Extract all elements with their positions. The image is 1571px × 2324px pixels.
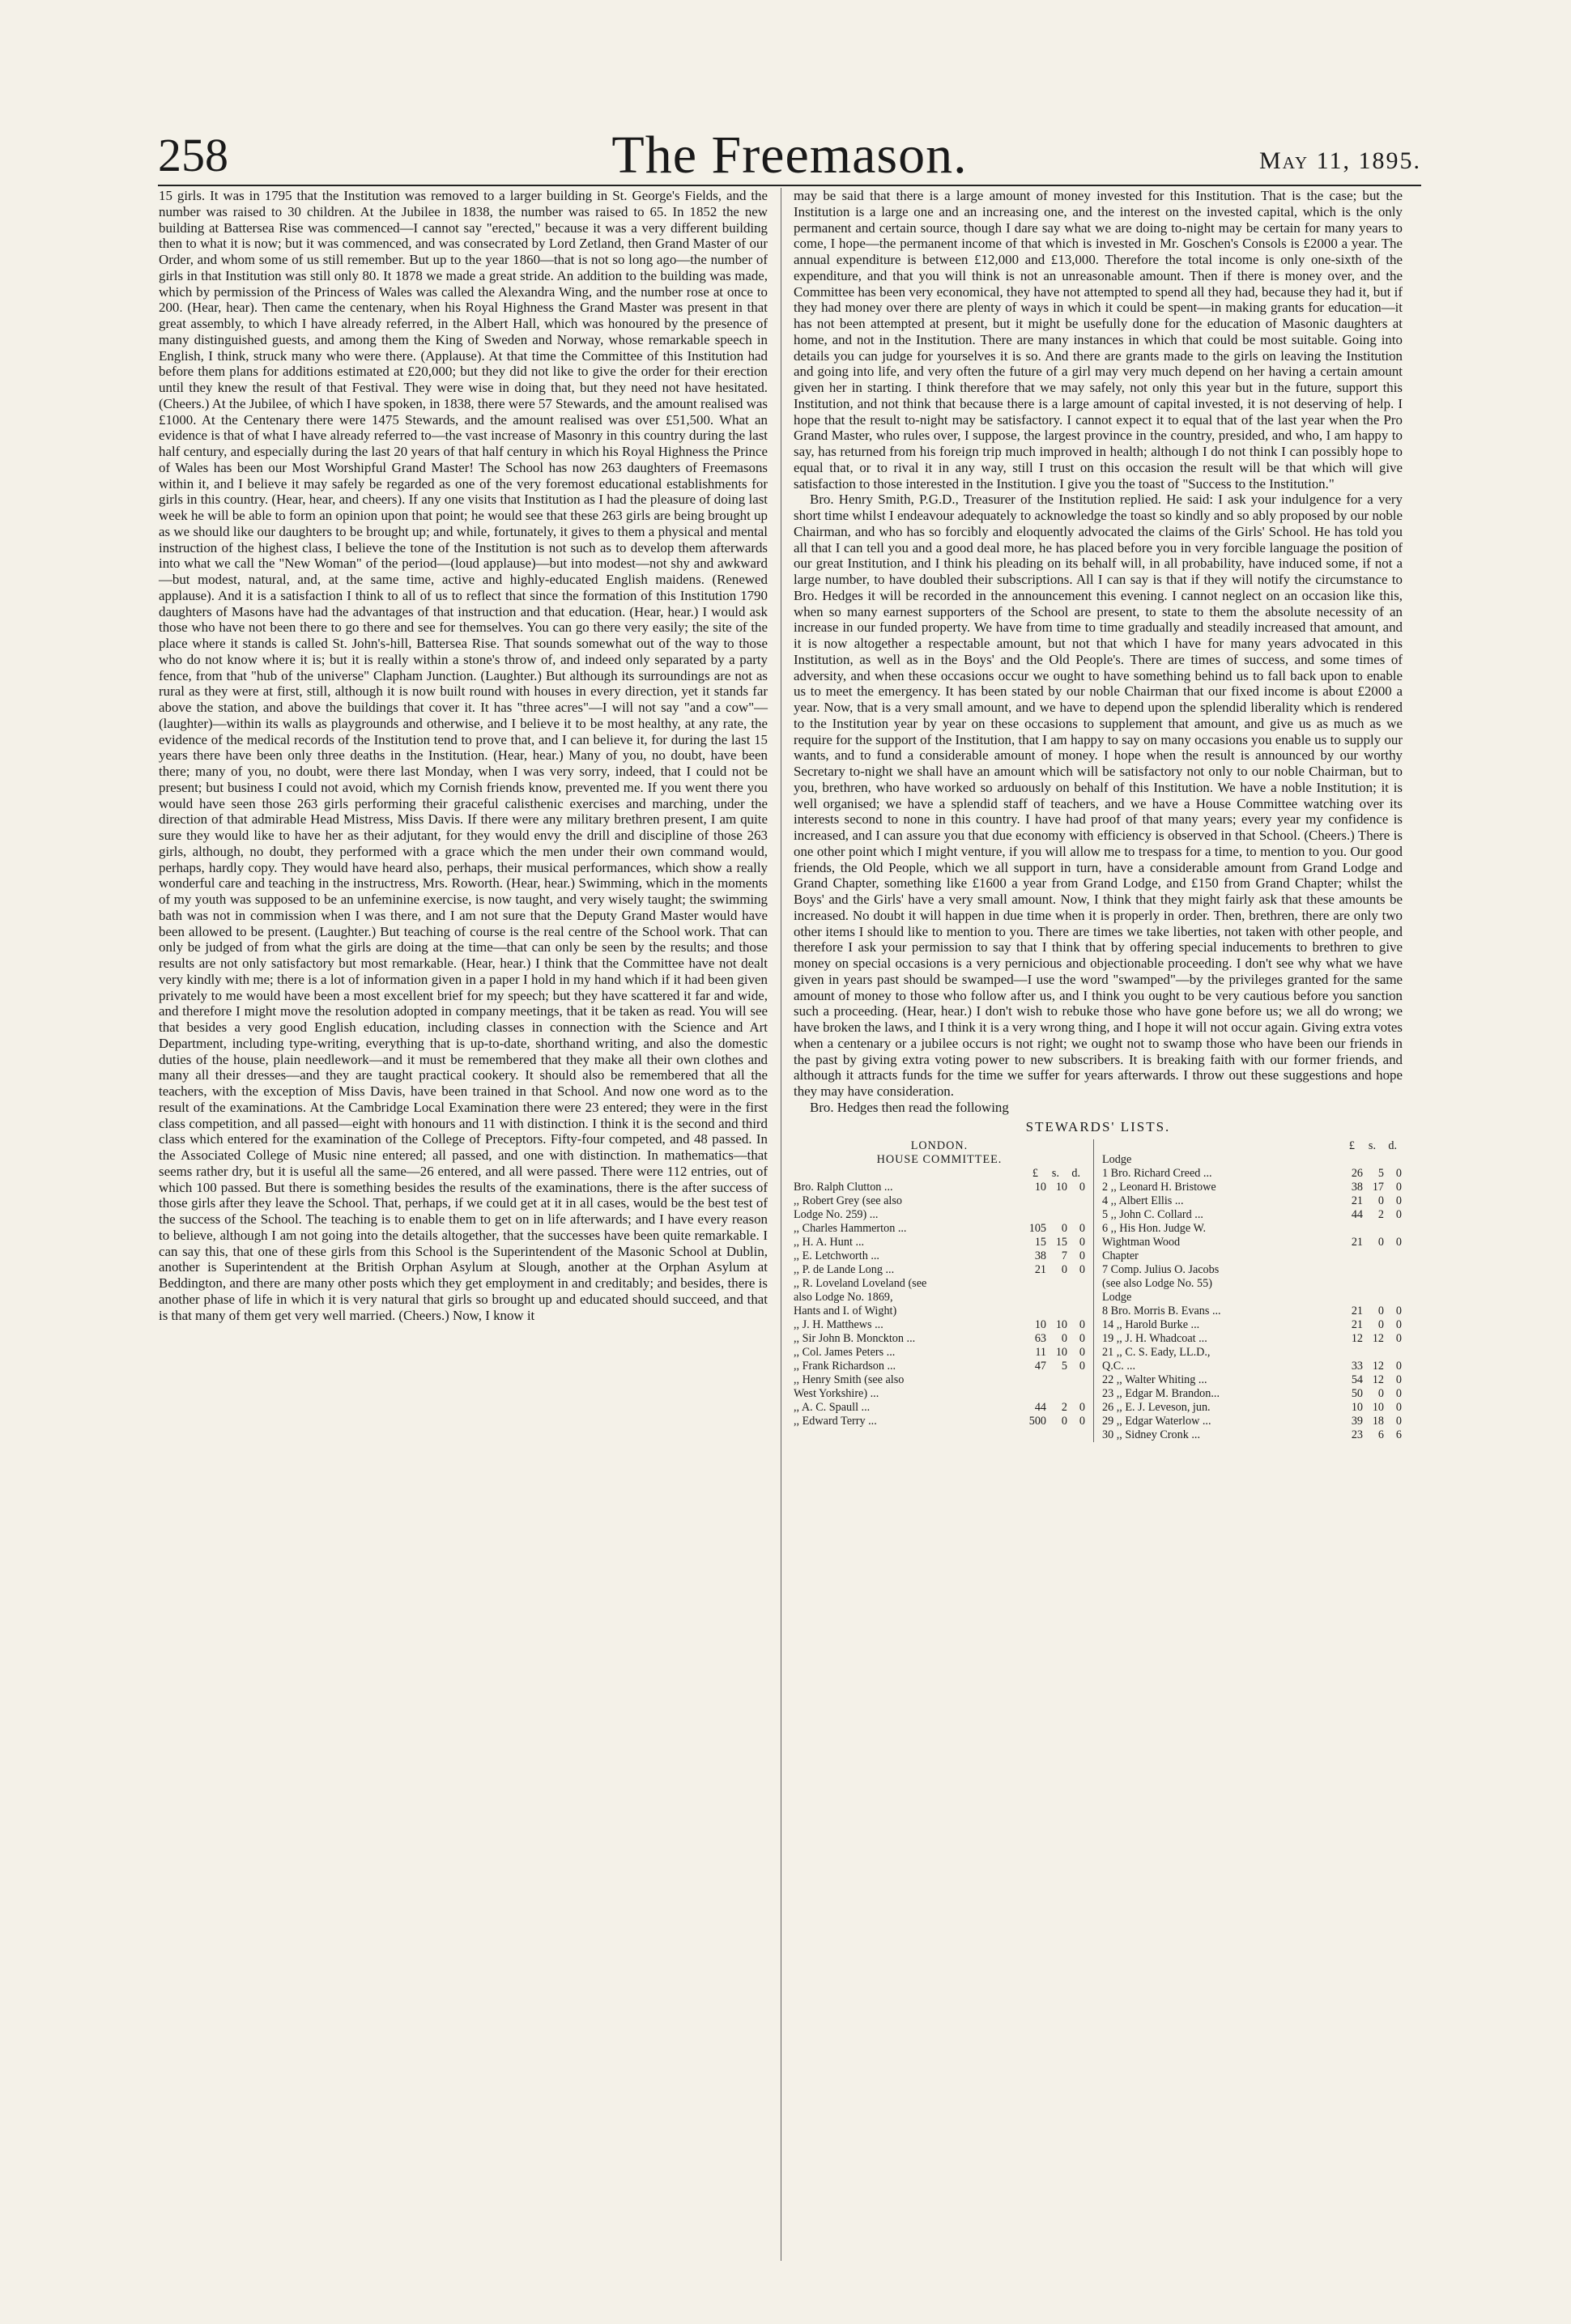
newspaper-title: The Freemason. [611, 126, 968, 185]
steward-shillings [1363, 1291, 1384, 1305]
steward-pounds: 12 [1351, 1332, 1363, 1346]
steward-name: 22 ,, Walter Whiting ... [1102, 1373, 1207, 1387]
money-header [794, 1167, 1085, 1181]
steward-row [794, 1373, 1085, 1387]
steward-row [1102, 1428, 1402, 1442]
steward-row [1102, 1291, 1402, 1305]
steward-row [794, 1236, 1085, 1249]
steward-name: Bro. Ralph Clutton ... [794, 1181, 893, 1194]
steward-name: 23 ,, Edgar M. Brandon... [1102, 1387, 1220, 1401]
steward-name: ,, A. C. Spaull ... [794, 1401, 871, 1415]
steward-shillings: 10 [1372, 1401, 1384, 1415]
steward-pounds: 21 [1351, 1236, 1363, 1249]
steward-name: Wightman Wood [1102, 1236, 1181, 1249]
steward-pence: 0 [1395, 1167, 1402, 1181]
steward-shillings: 0 [1377, 1194, 1384, 1208]
steward-pence: 0 [1079, 1360, 1085, 1373]
steward-shillings: 0 [1377, 1318, 1384, 1332]
steward-name: ,, R. Loveland Loveland (see [794, 1277, 927, 1291]
right-column [794, 188, 1403, 1442]
paragraph: Bro. Henry Smith, P.G.D., Treasurer of the Institution replied. He said: I ask your indulgence for a very short time whilst I endeavour adequately to acknowledge the toast so kindly and so ably proposed by our noble Chairman, and who has so forcibly and eloquently advocated the claims of the Girls' School. He has told you all that I can tell you and a good deal more, he has placed before you in very forcible language the position of our great Institution, and I think his pleading on its behalf will, in all probability, have induced some, if not a large number, to have doubled their subscriptions. All I can say is that if they will notify the circumstance to Bro. Hedges it will be recorded in the announcement this evening. I cannot neglect on an occasion like this, when so many earnest supporters of the School are present, to state to them the absolute necessity of an increase in our funded property. We have from time to time gradually and steadily increased that amount, and it is now altogether a respectable amount, but not that which I have for many years advocated in this Institution, as well as in the Boys' and the Old People's. There are times of success, and some times of adversity, and when these occasions occur we ought to have something behind us to fall back upon to enable us to meet the emergency. It has been stated by our noble Chairman that our fixed income is about £2000 a year. Now, that is a very small amount, and we have to depend upon the splendid liberality which is rendered to the Institution year by year on these occasions to supplement that amount, and give us as much as we require for the support of the Institution, that I am happy to say on many occasions you enable us to supply our wants, and to fund a considerable amount of money. I hope when the result is announced by our worthy Secretary to-night we shall have an amount which will be satisfactory not only to our noble Chairman, but to you, brethren, who have worked so arduously on behalf of this Institution. We have a noble Institution; it is well organised; we have a splendid staff of teachers, and we have a House Committee watching over its interests second to none in this country. I have had proof of that many years; every year my confidence is increased, and I can assure you that due economy with efficiency is observed in that School. (Cheers.) There is one other point which I might venture, if you will allow me to trespass for a time, to mention to you. Our good friends, the Old People, which we all support in turn, have a considerable amount from Grand Lodge and Grand Chapter, something like £1600 a year from Grand Lodge, and £150 from Grand Chapter; whilst the Boys' and the Girls' have a very small amount. Now, I think that they might fairly ask that these amounts be increased. No doubt it will happen in due time when it is properly in order. Then, brethren, there are only two other items I should like to mention to you. There are times we take liberties, not taken with other people, and therefore I ask your permission to say that I think that by offering special inducements to brethren to give money on special occasions is a very pernicious and objectionable proceeding. I don't see why what we have given in years past should be swamped—I use the word "swamped"—by the privileges granted for the same amount of money to those who follow after us, and I think you ought to be very cautious before you sanction such a proceeding. (Hear, hear.) I don't wish to rebuke those who have gone before us; we all do wrong; we have broken the laws, and I think it is a very wrong thing, and I hope it will not occur again. Giving extra votes when a centenary or a jubilee occurs is not right; we ought not to swamp those who have been our friends in the past by giving extra voting power to new subscribers. It is breaking faith with our former friends, and although it attracts funds for the time we suffer for years afterwards. I throw out these suggestions and hope they may have consideration. [794, 492, 1403, 1099]
steward-pounds: 63 [1034, 1332, 1046, 1346]
steward-name: 19 ,, J. H. Whadcoat ... [1102, 1332, 1207, 1346]
steward-pounds: 10 [1034, 1181, 1046, 1194]
steward-name: 8 Bro. Morris B. Evans ... [1102, 1305, 1221, 1318]
steward-pounds [1019, 1291, 1046, 1305]
steward-shillings [1046, 1305, 1067, 1318]
paragraph: may be said that there is a large amount of money invested for this Institution. That is the case; but the Institution is a large one and an increasing one, and the interest on the invested capital, which is the only permanent and certain source, though I dare say what we are doing to-night may be certain for many years to come, I hope—the permanent income of that which is invested in Mr. Goschen's Consols is £2000 a year. The annual expenditure is between £12,000 and £13,000. Therefore the total income is only one-sixth of the expenditure, and that you will think is not an unreasonable amount. Then if there is money over, and the Committee has been very economical, they have not attempted to spend all they had, because they had it, but if they had money over there are plenty of ways in which it could be spent—in making grants for education—it has not been attempted at present, but it might be usefully done for the education of Masonic daughters at home, and not in the Institution. There are many instances in which that could be most suitable. Going into details you can judge for yourselves it is so. And there are grants made to the girls on leaving the Institution and going into life, and very often the future of a girl may very much depend on her having a certain amount given her in starting. I think therefore that we may safely, not only this year but in the future, support this Institution, and not think that because there is a large amount of capital invested, it is not deserving of help. I hope that the result to-night may be satisfactory. I cannot expect it to equal that of the last year when the Pro Grand Master, who rules over, I suppose, the largest province in the country, presided, and who, I am happy to say, has returned from his foreign trip much improved in health; although I do not think I can possibly hope to equal that, or to rival it in any way, still I trust on this occasion the result will be that which will give satisfaction to those interested in the Institution. I give you the toast of "Success to the Institution." [794, 188, 1403, 492]
stewards-lists-heading: STEWARDS' LISTS. [1025, 1118, 1171, 1134]
paragraph: Bro. Hedges then read the following [810, 1099, 1009, 1115]
steward-pence: 0 [1395, 1194, 1402, 1208]
page-number: 258 [158, 129, 228, 181]
steward-pounds [1335, 1249, 1363, 1263]
left-column [159, 188, 768, 1323]
steward-shillings: 5 [1377, 1167, 1384, 1181]
steward-shillings: 2 [1377, 1208, 1384, 1222]
steward-row [1102, 1401, 1402, 1415]
steward-pence [1067, 1387, 1085, 1401]
steward-shillings [1046, 1291, 1067, 1305]
steward-pounds [1335, 1277, 1363, 1291]
steward-shillings: 10 [1055, 1318, 1067, 1332]
steward-name: 14 ,, Harold Burke ... [1102, 1318, 1200, 1332]
steward-name: ,, J. H. Matthews ... [794, 1318, 883, 1332]
steward-pounds [1335, 1153, 1363, 1167]
steward-pence: 0 [1395, 1208, 1402, 1222]
steward-pounds [1019, 1387, 1046, 1401]
steward-pence [1384, 1346, 1402, 1360]
steward-row [1102, 1387, 1402, 1401]
steward-row [794, 1222, 1085, 1236]
steward-row [1102, 1194, 1402, 1208]
steward-row [1102, 1263, 1402, 1277]
steward-name: Hants and I. of Wight) [794, 1305, 897, 1318]
steward-row [794, 1387, 1085, 1401]
steward-pence: 0 [1395, 1401, 1402, 1415]
steward-pounds: 33 [1351, 1360, 1363, 1373]
steward-row [1102, 1222, 1402, 1236]
steward-row [1102, 1249, 1402, 1263]
steward-pence: 0 [1079, 1181, 1085, 1194]
steward-pounds [1019, 1194, 1046, 1208]
steward-pounds: 44 [1034, 1401, 1046, 1415]
steward-row [794, 1332, 1085, 1346]
steward-name: ,, Col. James Peters ... [794, 1346, 896, 1360]
steward-pence: 0 [1079, 1318, 1085, 1332]
steward-pence [1384, 1222, 1402, 1236]
steward-shillings: 12 [1372, 1360, 1384, 1373]
steward-shillings [1363, 1263, 1384, 1277]
steward-shillings: 12 [1372, 1332, 1384, 1346]
issue-date: May 11, 1895. [1259, 147, 1421, 174]
steward-pounds: 21 [1351, 1194, 1363, 1208]
steward-pence: 0 [1079, 1249, 1085, 1263]
steward-pence: 6 [1395, 1428, 1402, 1442]
steward-shillings: 7 [1061, 1249, 1067, 1263]
steward-pence: 0 [1079, 1222, 1085, 1236]
steward-pounds [1019, 1277, 1046, 1291]
steward-shillings: 0 [1061, 1222, 1067, 1236]
steward-pence: 0 [1395, 1415, 1402, 1428]
steward-pounds: 23 [1351, 1428, 1363, 1442]
steward-name: Q.C. ... [1102, 1360, 1135, 1373]
pence-header: d. [1388, 1139, 1397, 1153]
steward-pence [1067, 1305, 1085, 1318]
steward-shillings [1046, 1277, 1067, 1291]
pounds-header: £ [1032, 1167, 1038, 1181]
steward-pence: 0 [1395, 1236, 1402, 1249]
steward-row [794, 1305, 1085, 1318]
steward-name: Chapter [1102, 1249, 1139, 1263]
steward-name: Lodge [1102, 1153, 1132, 1167]
steward-name: 1 Bro. Richard Creed ... [1102, 1167, 1212, 1181]
steward-row [794, 1194, 1085, 1208]
steward-name: Lodge No. 259) ... [794, 1208, 879, 1222]
steward-pounds: 21 [1034, 1263, 1046, 1277]
steward-row [794, 1249, 1085, 1263]
steward-name: 30 ,, Sidney Cronk ... [1102, 1428, 1200, 1442]
steward-row [1102, 1305, 1402, 1318]
money-header [1102, 1139, 1402, 1153]
shillings-header: s. [1051, 1167, 1059, 1181]
steward-shillings [1046, 1373, 1067, 1387]
steward-pence [1067, 1208, 1085, 1222]
paragraph: 15 girls. It was in 1795 that the Institution was removed to a larger building in St. George's Fields, and the number was raised to 30 children. At the Jubilee in 1838, the number was raised to 65. In 1852 the new building at Battersea Rise was commenced—I cannot say "erected," because it was a very different building then to what it is now; but it was commenced, and was consecrated by Lord Zetland, then Grand Master of our Order, and whom some of us still remember. But up to the year 1860—that is not so long ago—the number of girls in that Institution was still only 80. It 1878 we made a great stride. An addition to the building was made, which by permission of the Princess of Wales was called the Alexandra Wing, and the number rose at once to 200. (Hear, hear). Then came the centenary, when his Royal Highness the Grand Master was present in that great assembly, to which I have already referred, in the Albert Hall, which was honoured by the presence of many distinguished guests, and among them the King of Sweden and Norway, whose remarkable speech in English, I think, struck many who were there. (Applause). At that time the Committee of this Institution had before them plans for additions estimated at £20,000; but they did not like to give the order for their erection until they knew the result of that Festival. They were wise in doing that, but they need not have hesitated. (Cheers.) At the Jubilee, of which I have spoken, in 1838, there were 57 Stewards, and the amount realised was £1000. At the Centenary there were 1475 Stewards, and the amount realised was over £51,500. What an evidence is that of what I have already referred to—the vast increase of Masonry in this country during the last half century, and especially during the last 20 years of that half century in which his Royal Highness the Prince of Wales has been our Most Worshipful Grand Master! The School has now 263 daughters of Freemasons within it, and I believe it may safely be regarded as one of the very foremost educational establishments for girls in this country. (Hear, hear, and cheers). If any one visits that Institution as I had the pleasure of doing last week he will be able to form an opinion upon that point; he would see that these 263 girls are being brought up as we should like our daughters to be brought up; and while, fortunately, it gives to them a physical and mental instruction of the highest class, I believe the tone of the Institution is not such as to develop them afterwards into what we call the "New Woman" of the period—(loud applause)—but into modest—not shy and awkward—but modest, natural, and, at the same time, active and highly-educated English maidens. (Renewed applause). And it is a satisfaction I think to all of us to reflect that since the formation of this Institution 1790 daughters of Masons have had the advantages of that instruction and that education. (Hear, hear.) I would ask those who have not been there to go there and see for themselves. You can go there very easily; the site of the place where it stands is called St. John's-hill, Battersea Rise. That sounds somewhat out of the way to those who do not know where it is; but it is really within a stone's throw of, and indeed only separated by a party fence, from that "hub of the universe" Clapham Junction. (Laughter.) But although its surroundings are not as rural as they were at first, still, although it is now built round with houses in every direction, yet it stands far above the station, and above the buildings that cover it. It has "three acres"—I will not say "and a cow"—(laughter)—within its walls as playgrounds and otherwise, and I believe it to be most healthy, at any rate, the evidence of the medical records of the Institution tend to prove that, and I can believe it, for during the last 15 years there have been only three deaths in the Institution. (Hear, hear.) Many of you, no doubt, have been there; many of you, no doubt, were there last Monday, when I was very sorry, indeed, that I could not be present; but business I could not avoid, which my Cornish friends know, prevented me. If you went there you would have seen those 263 girls performing their graceful calisthenic exercises and marching, under the direction of that admirable Head Mistress, Miss Davis. If there were any military brethren present, I am quite sure they would like to have her as their adjutant, for they would envy the drill and discipline of those 263 girls, although, no doubt, they performed with a grace which the men under their own command would, perhaps, hardly copy. They would have heard also, perhaps, their musical performances, which show a really wonderful care and teaching in the instructress, Mrs. Roworth. (Hear, hear.) Swimming, which in the moments of my youth was supposed to be an unfeminine exercise, is now taught, and very wisely taught; the swimming bath was not in commission when I was there, and I am not sure that the Deputy Grand Master would have been allowed to be present. (Laughter.) But teaching of course is the real centre of the School work. That can only be judged of from what the girls are doing at the time—that can only be seen by the results; and those results are not only satisfactory but most remarkable. (Hear, hear.) I think that the Committee have not dealt very kindly with me; there is a lot of information given in a paper I hold in my hand which if it had been given privately to me would have been a most excellent brief for my speech; but they have scattered it far and wide, and therefore I might move the resolution adopted in company meetings, that it be taken as read. You will see that besides a very good English education, including classes in connection with the Science and Art Department, including type-writing, everything that is up-to-date, shorthand writing, and also the domestic duties of the house, plain needlework—and it must be remembered that they make all their own clothes and many all their dresses—and they are taught practical cookery. It should also be remembered that all the teachers, with the exception of Miss Davis, have been trained in that School. And now one word as to the result of the examinations. At the Cambridge Local Examination there were 23 entered; they were in the first class competition, and all passed—eight with honours and 11 with distinction. I think it is the second and third class which entered for the examination of the College of Preceptors. Fifty-four competed, and 48 passed. In the Associated College of Music nine entered; all passed, and one with distinction. In mathematics—that seems rather dry, but it is useful all the same—26 entered, and all were passed. There were 112 entries, out of which 100 passed. But there is something besides the results of the examinations, there is the after success of those girls after they leave the School. That, perhaps, if we could get at it in all cases, would be the best test of the success of the School. The teaching is to enable them to get on in life afterwards; and I have every reason to believe, although I am not going into the details altogether, that the successes have been quite remarkable. I can say this, that one of these girls from this School is the Superintendent of the Masonic School at Dublin, another is Superintendent at the British Orphan Asylum at Slough, another at the Orphan Asylum at Beddington, and there are many other posts which they get employment in and creditably; and besides, there is another phase of life in which it is very natural that girls so brought up and educated should succeed, and that is that many of them get very well married. (Cheers.) Now, I know it [159, 188, 768, 1323]
steward-pence [1067, 1277, 1085, 1291]
steward-shillings [1363, 1277, 1384, 1291]
steward-row [794, 1346, 1085, 1360]
steward-pounds [1335, 1263, 1363, 1277]
steward-name: ,, H. A. Hunt ... [794, 1236, 865, 1249]
steward-row [794, 1208, 1085, 1222]
steward-pence: 0 [1079, 1415, 1085, 1428]
shillings-header: s. [1368, 1139, 1376, 1153]
steward-pounds: 44 [1351, 1208, 1363, 1222]
steward-shillings: 0 [1061, 1332, 1067, 1346]
steward-pence [1384, 1153, 1402, 1167]
steward-shillings [1363, 1153, 1384, 1167]
steward-name: ,, Robert Grey (see also [794, 1194, 902, 1208]
steward-name: ,, Edward Terry ... [794, 1415, 877, 1428]
steward-pounds: 500 [1028, 1415, 1046, 1428]
steward-shillings [1363, 1249, 1384, 1263]
steward-pence [1067, 1194, 1085, 1208]
masthead-rule [158, 185, 1421, 186]
steward-pounds: 21 [1351, 1305, 1363, 1318]
steward-name: 4 ,, Albert Ellis ... [1102, 1194, 1184, 1208]
steward-pounds: 50 [1351, 1387, 1363, 1401]
steward-shillings: 17 [1372, 1181, 1384, 1194]
steward-pounds [1335, 1291, 1363, 1305]
steward-pounds: 39 [1351, 1415, 1363, 1428]
steward-name: 2 ,, Leonard H. Bristowe [1102, 1181, 1216, 1194]
steward-shillings: 10 [1055, 1346, 1067, 1360]
steward-pence [1067, 1373, 1085, 1387]
steward-row [1102, 1181, 1402, 1194]
steward-pence: 0 [1079, 1332, 1085, 1346]
steward-pence: 0 [1395, 1332, 1402, 1346]
steward-name: ,, E. Letchworth ... [794, 1249, 879, 1263]
steward-pounds: 15 [1034, 1236, 1046, 1249]
steward-row [1102, 1318, 1402, 1332]
steward-row [1102, 1360, 1402, 1373]
steward-pounds: 11 [1035, 1346, 1046, 1360]
steward-shillings [1363, 1346, 1384, 1360]
steward-pence: 0 [1395, 1305, 1402, 1318]
steward-name: Lodge [1102, 1291, 1132, 1305]
steward-row [1102, 1415, 1402, 1428]
steward-row [1102, 1236, 1402, 1249]
steward-row [1102, 1346, 1402, 1360]
steward-pounds [1335, 1222, 1363, 1236]
steward-shillings: 0 [1377, 1236, 1384, 1249]
stewards-list-lodges [1094, 1139, 1402, 1442]
steward-row [794, 1181, 1085, 1194]
steward-pence [1384, 1277, 1402, 1291]
steward-name: West Yorkshire) ... [794, 1387, 879, 1401]
steward-shillings: 15 [1055, 1236, 1067, 1249]
steward-pence: 0 [1395, 1360, 1402, 1373]
steward-row [794, 1318, 1085, 1332]
stewards-lists [794, 1139, 1403, 1442]
steward-pounds: 38 [1351, 1181, 1363, 1194]
steward-row [794, 1401, 1085, 1415]
steward-row [1102, 1208, 1402, 1222]
steward-pounds: 38 [1034, 1249, 1046, 1263]
steward-pence [1067, 1291, 1085, 1305]
steward-row [1102, 1277, 1402, 1291]
steward-shillings: 10 [1055, 1181, 1067, 1194]
steward-row [1102, 1332, 1402, 1346]
pounds-header: £ [1348, 1139, 1355, 1153]
steward-shillings: 5 [1061, 1360, 1067, 1373]
steward-row [1102, 1153, 1402, 1167]
steward-row [794, 1263, 1085, 1277]
steward-pounds: 21 [1351, 1318, 1363, 1332]
steward-pounds: 105 [1028, 1222, 1046, 1236]
steward-pence: 0 [1395, 1318, 1402, 1332]
steward-shillings: 2 [1061, 1401, 1067, 1415]
steward-pence: 0 [1395, 1373, 1402, 1387]
steward-name: ,, Charles Hammerton ... [794, 1222, 907, 1236]
steward-pounds [1335, 1346, 1363, 1360]
steward-pence: 0 [1079, 1263, 1085, 1277]
steward-name: 26 ,, E. J. Leveson, jun. [1102, 1401, 1211, 1415]
steward-pence [1384, 1249, 1402, 1263]
steward-name: 5 ,, John C. Collard ... [1102, 1208, 1203, 1222]
stewards-list-london [794, 1139, 1094, 1442]
committee-heading: HOUSE COMMITTEE. [876, 1153, 1003, 1167]
steward-row [794, 1277, 1085, 1291]
steward-name: also Lodge No. 1869, [794, 1291, 893, 1305]
steward-row [794, 1291, 1085, 1305]
steward-name: ,, Henry Smith (see also [794, 1373, 905, 1387]
steward-shillings: 6 [1377, 1428, 1384, 1442]
steward-pounds: 10 [1351, 1401, 1363, 1415]
steward-name: 6 ,, His Hon. Judge W. [1102, 1222, 1207, 1236]
steward-row [794, 1415, 1085, 1428]
steward-shillings [1046, 1208, 1067, 1222]
steward-shillings: 18 [1372, 1415, 1384, 1428]
steward-name: (see also Lodge No. 55) [1102, 1277, 1212, 1291]
steward-row [1102, 1167, 1402, 1181]
steward-name: ,, P. de Lande Long ... [794, 1263, 895, 1277]
steward-shillings: 0 [1061, 1415, 1067, 1428]
steward-row [1102, 1373, 1402, 1387]
steward-name: ,, Sir John B. Monckton ... [794, 1332, 916, 1346]
steward-pence: 0 [1079, 1401, 1085, 1415]
steward-pence: 0 [1079, 1236, 1085, 1249]
steward-pounds [1019, 1208, 1046, 1222]
steward-pounds: 26 [1351, 1167, 1363, 1181]
steward-name: ,, Frank Richardson ... [794, 1360, 896, 1373]
steward-pence: 0 [1395, 1181, 1402, 1194]
steward-shillings [1046, 1194, 1067, 1208]
steward-shillings [1363, 1222, 1384, 1236]
steward-pounds [1019, 1373, 1046, 1387]
steward-pounds: 10 [1034, 1318, 1046, 1332]
steward-pounds [1019, 1305, 1046, 1318]
steward-name: 29 ,, Edgar Waterlow ... [1102, 1415, 1211, 1428]
pence-header: d. [1071, 1167, 1080, 1181]
steward-pence: 0 [1395, 1387, 1402, 1401]
steward-shillings: 0 [1377, 1387, 1384, 1401]
masthead [158, 121, 1421, 194]
steward-shillings: 0 [1377, 1305, 1384, 1318]
steward-row [794, 1360, 1085, 1373]
steward-pence: 0 [1079, 1346, 1085, 1360]
steward-pounds: 47 [1034, 1360, 1046, 1373]
steward-shillings: 0 [1061, 1263, 1067, 1277]
steward-shillings [1046, 1387, 1067, 1401]
steward-shillings: 12 [1372, 1373, 1384, 1387]
steward-pence [1384, 1291, 1402, 1305]
steward-name: 21 ,, C. S. Eady, LL.D., [1102, 1346, 1211, 1360]
steward-pounds: 54 [1351, 1373, 1363, 1387]
steward-pence [1384, 1263, 1402, 1277]
region-heading: LONDON. [910, 1139, 969, 1153]
steward-name: 7 Comp. Julius O. Jacobs [1102, 1263, 1220, 1277]
